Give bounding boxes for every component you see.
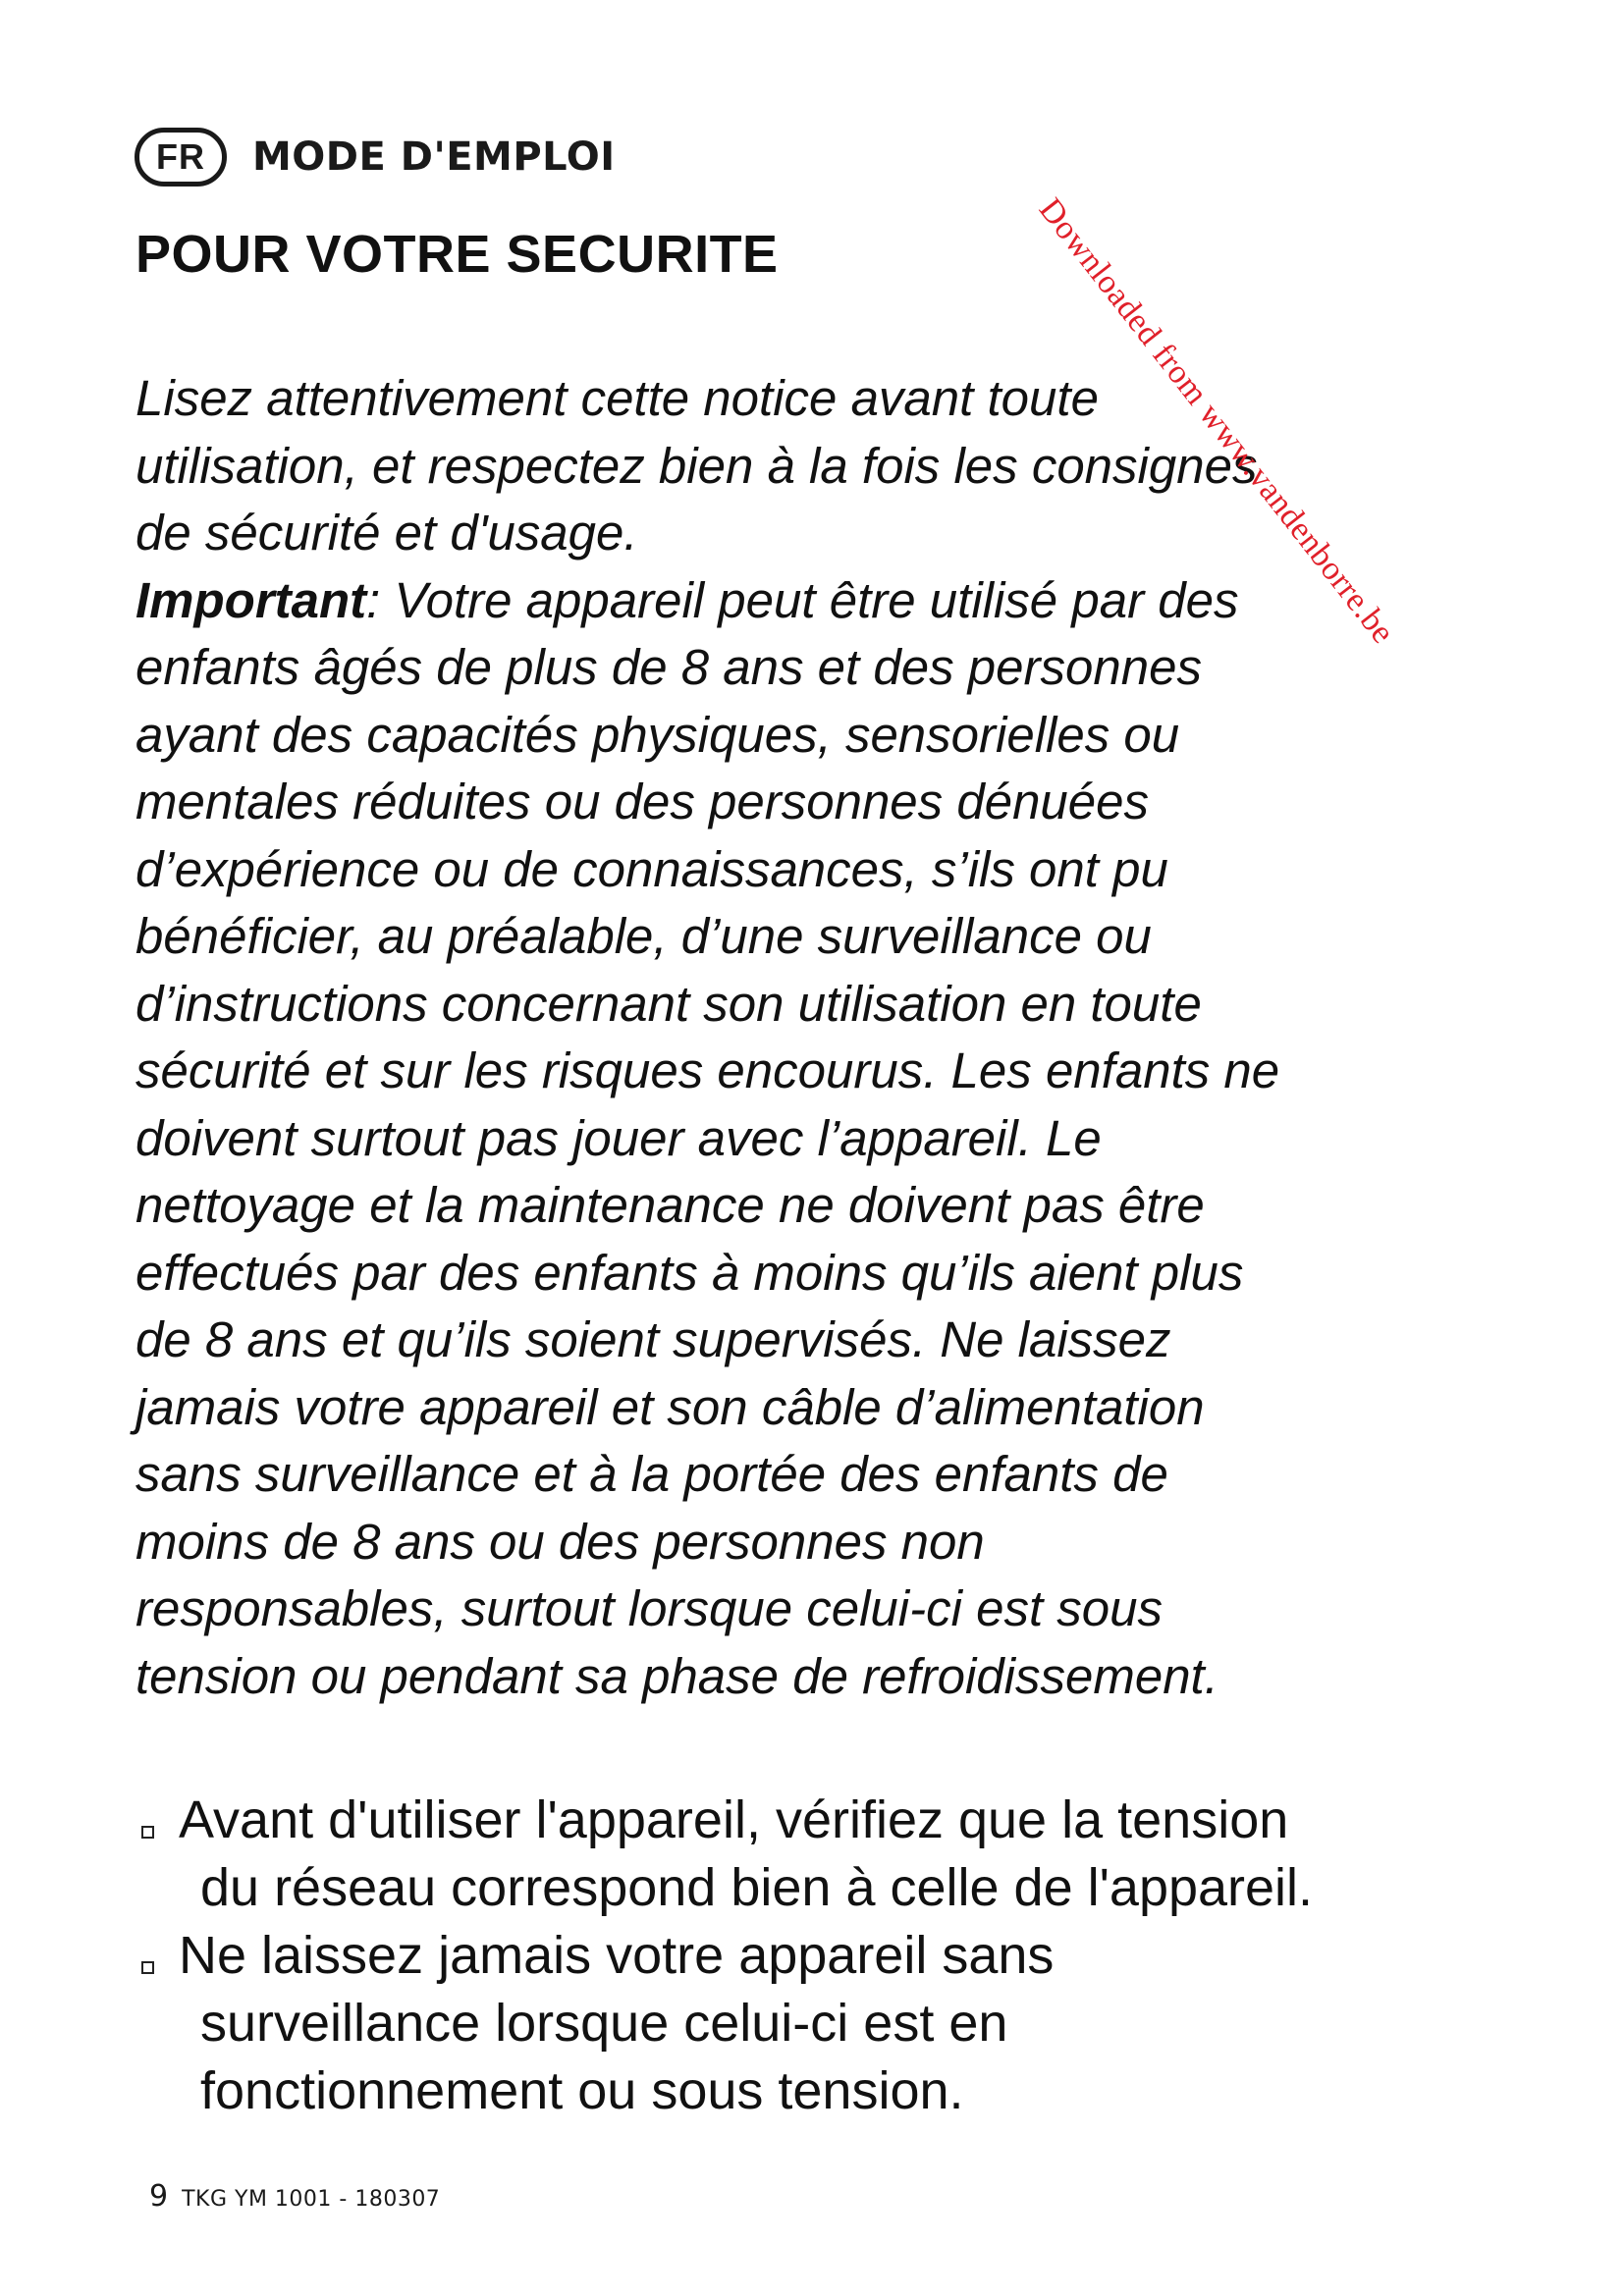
important-line: bénéficier, au préalable, d’une surveillance ou [135,908,1152,964]
checkbox-bullet-icon [141,1961,154,1974]
important-line: moins de 8 ans ou des personnes non [135,1513,985,1570]
important-line: nettoyage et la maintenance ne doivent pas être [135,1177,1205,1233]
important-line: d’expérience ou de connaissances, s’ils ont pu [135,840,1168,897]
important-line: sécurité et sur les risques encourus. Les enfants ne [135,1042,1280,1098]
important-line: ayant des capacités physiques, sensorielles ou [135,706,1180,763]
header-title: MODE D'EMPLOI [252,134,616,180]
important-line: jamais votre appareil et son câble d’alimentation [135,1378,1205,1435]
important-line: doivent surtout pas jouer avec l’appareil. Le [135,1109,1102,1166]
checkbox-bullet-icon [141,1826,154,1839]
important-line: de 8 ans et qu’ils soient supervisés. Ne laissez [135,1311,1171,1367]
important-line: tension ou pendant sa phase de refroidissement. [135,1647,1218,1704]
page-title: POUR VOTRE SECURITE [135,225,779,284]
bullet-text: Ne laissez jamais votre appareil sans [179,1926,1055,1985]
list-item [134,1787,1313,1922]
important-line: mentales réduites ou des personnes dénuées [135,774,1150,829]
download-watermark: Downloaded from www.vandenborre.be [1031,191,1402,651]
important-line: effectués par des enfants à moins qu’ils aient plus [135,1244,1244,1301]
important-label: Important [135,571,367,628]
safety-bullet-list [134,1787,1313,2125]
intro-line: utilisation, et respectez bien à la fois les consignes [135,437,1258,494]
bullet-text: Avant d'utiliser l'appareil, vérifiez que la tension [179,1790,1289,1849]
language-badge: FR [135,128,227,187]
important-line: d’instructions concernant son utilisation en toute [135,975,1202,1032]
important-line: responsables, surtout lorsque celui-ci est sous [135,1580,1164,1636]
important-line: sans surveillance et à la portée des enfants de [135,1446,1168,1502]
page-number: 9 [149,2179,169,2214]
important-line: enfants âgés de plus de 8 ans et des personnes [135,639,1202,695]
page-footer [149,2179,440,2214]
document-reference: TKG YM 1001 - 180307 [182,2187,441,2212]
bullet-text-continued: fonctionnement ou sous tension. [200,2061,964,2120]
bullet-text-continued: du réseau correspond bien à celle de l'appareil. [200,1858,1314,1917]
page-header [135,126,616,188]
important-text: : Votre appareil peut être utilisé par des [366,571,1239,628]
bullet-text-continued: surveillance lorsque celui-ci est en [200,1994,1008,2053]
list-item [134,1922,1313,2125]
intro-line: de sécurité et d'usage. [135,505,638,561]
intro-line: Lisez attentivement cette notice avant toute [135,370,1099,426]
